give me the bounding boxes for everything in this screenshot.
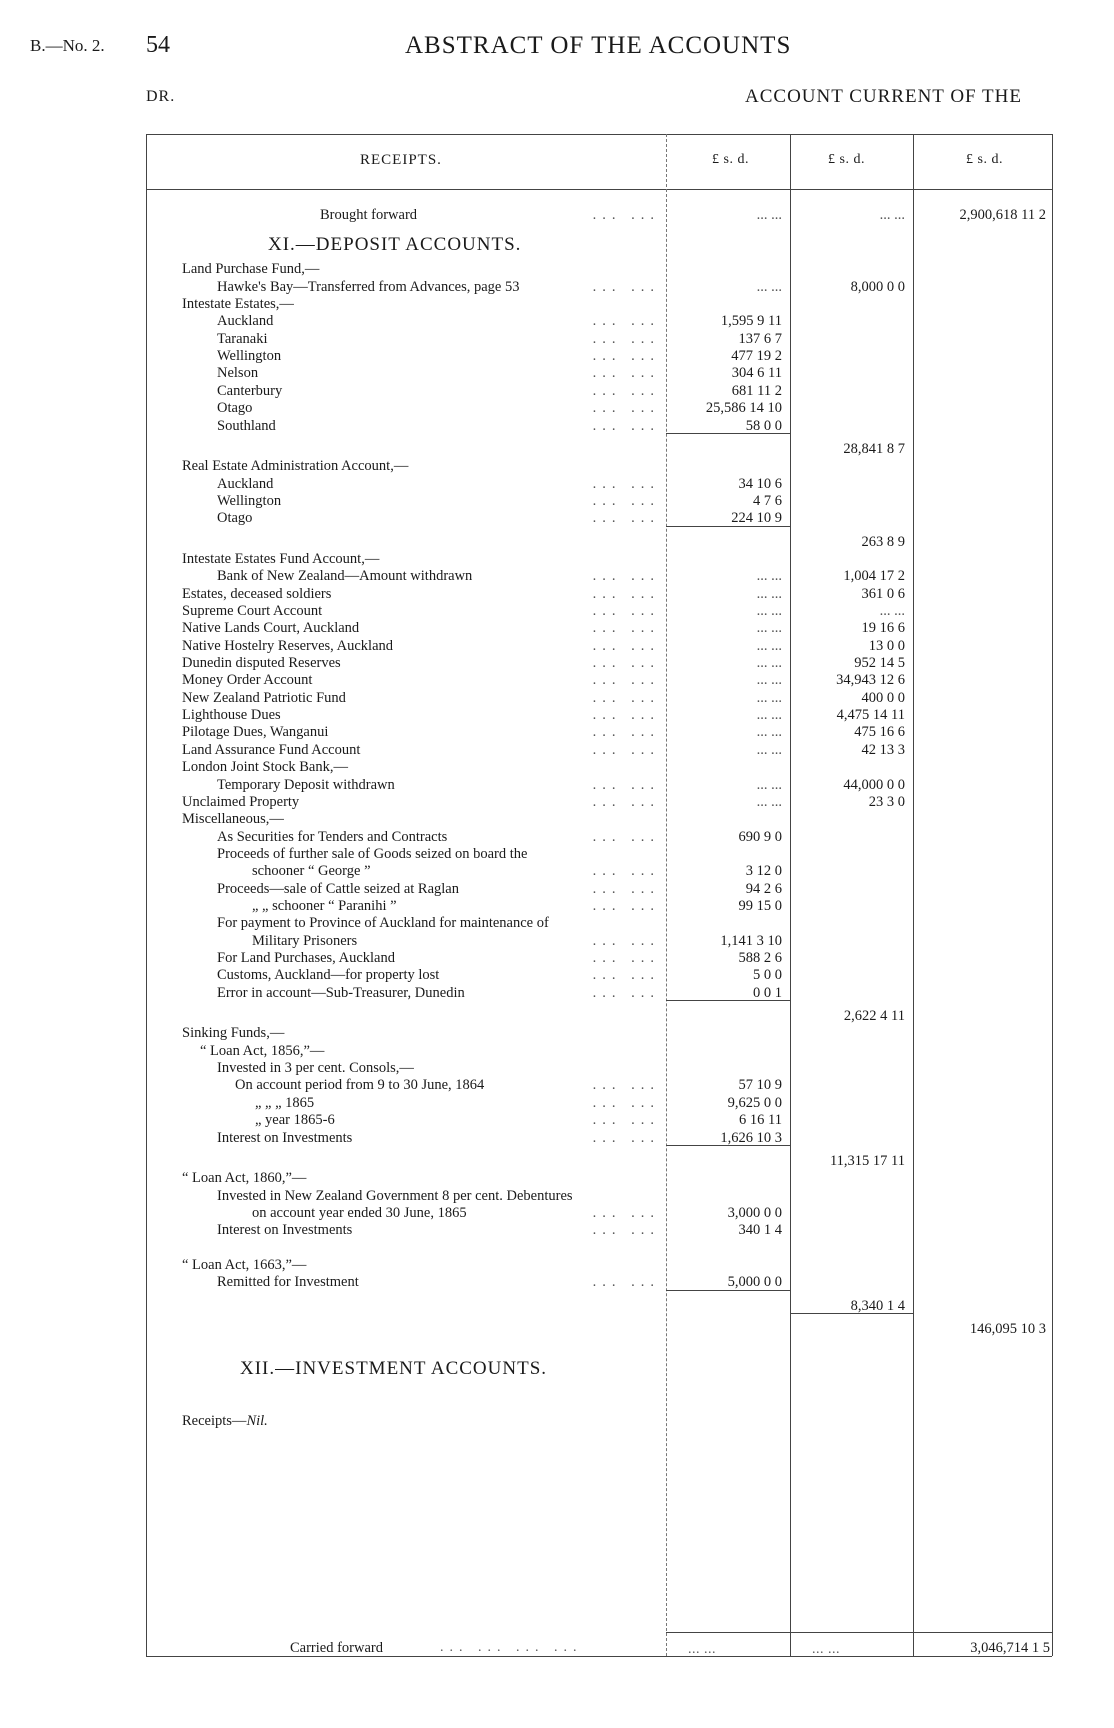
dot-leader: ... ... <box>592 1204 660 1221</box>
amount-column-1: 0 0 1 <box>753 984 782 1001</box>
document-reference: B.—No. 2. <box>30 36 105 55</box>
ledger-row <box>0 620 1114 637</box>
ledger-row <box>0 881 1114 898</box>
subtotal-rule <box>666 1290 790 1291</box>
dot-leader: ... ... <box>592 672 660 689</box>
dot-leader: ... ... <box>592 863 660 880</box>
row-label: Military Prisoners <box>252 932 358 949</box>
ledger-row <box>0 707 1114 724</box>
dot-leader: ... ... <box>592 1222 660 1239</box>
ledger-row <box>0 950 1114 967</box>
ledger-row <box>0 1153 1114 1170</box>
amount-column-3: 146,095 10 3 <box>969 1321 1046 1337</box>
table-top-rule <box>146 134 1052 135</box>
section-xii-receipts <box>182 1413 268 1430</box>
ledger-row <box>0 603 1114 620</box>
footer-top-rule <box>666 1632 1052 1633</box>
amount-column-1: 5 0 0 <box>753 967 782 984</box>
ledger-row <box>0 1077 1114 1094</box>
carried-forward-leader: ... ... ... ... <box>440 1640 583 1655</box>
row-label: For Land Purchases, Auckland <box>217 950 395 966</box>
row-label: Temporary Deposit withdrawn <box>217 776 395 793</box>
ledger-row <box>0 985 1114 1002</box>
ledger-row <box>0 1043 1114 1060</box>
row-label: Invested in New Zealand Government 8 per cent. Debentures <box>217 1187 573 1204</box>
header-bottom-rule <box>146 189 1052 190</box>
account-heading: ACCOUNT CURRENT OF THE <box>745 86 1022 107</box>
row-label: Canterbury <box>217 382 283 399</box>
amount-column-1: ... ... <box>756 207 782 223</box>
amount-column-1: 5,000 0 0 <box>727 1274 782 1291</box>
amount-column-1: 1,626 10 3 <box>720 1129 782 1146</box>
dot-leader: ... ... <box>592 568 660 585</box>
row-label: Money Order Account <box>182 672 313 689</box>
dot-leader: ... ... <box>592 348 660 365</box>
amount-column-2: 11,315 17 11 <box>829 1152 905 1169</box>
ledger-row <box>0 1188 1114 1205</box>
amount-column-1: 34 10 6 <box>738 475 782 492</box>
row-label: Native Hostelry Reserves, Auckland <box>182 637 394 654</box>
ledger-row <box>0 672 1114 689</box>
section-heading: XI.—DEPOSIT ACCOUNTS. <box>268 234 522 256</box>
amount-column-2: 8,000 0 0 <box>850 278 905 295</box>
dot-leader: ... ... <box>592 1094 660 1111</box>
amount-column-2: 400 0 0 <box>861 689 905 706</box>
dot-leader: ... ... <box>592 585 660 602</box>
ledger-row <box>0 348 1114 365</box>
debit-marker: DR. <box>146 88 176 105</box>
ledger-row <box>0 1170 1114 1187</box>
total-rule <box>790 1313 913 1314</box>
ledger-row <box>0 829 1114 846</box>
section-xii-heading: XII.—INVESTMENT ACCOUNTS. <box>240 1358 548 1379</box>
ledger-row <box>0 568 1114 585</box>
receipts-column-header: RECEIPTS. <box>360 152 442 168</box>
row-label: Wellington <box>217 348 282 365</box>
ledger-row <box>0 777 1114 794</box>
row-label: „ „ schooner “ Paranihi ” <box>252 897 397 914</box>
row-label: Error in account—Sub-Treasurer, Dunedin <box>217 984 465 1001</box>
dot-leader: ... ... <box>592 655 660 672</box>
dot-leader: ... ... <box>592 793 660 810</box>
dot-leader: ... ... <box>592 707 660 724</box>
ledger-row <box>0 1025 1114 1042</box>
dot-leader: ... ... <box>592 828 660 845</box>
row-label: Hawke's Bay—Transferred from Advances, page 53 <box>217 278 520 295</box>
dot-leader: ... ... <box>592 417 660 434</box>
amount-column-1: 99 15 0 <box>738 897 782 914</box>
carried-forward-col1: ... ... <box>688 1642 716 1657</box>
ledger-row <box>0 811 1114 828</box>
amount-column-1: ... ... <box>756 603 782 619</box>
subtotal-rule <box>666 526 790 527</box>
ledger-row <box>0 493 1114 510</box>
amount-column-2: ... ... <box>879 207 905 223</box>
row-label: Otago <box>217 400 253 417</box>
dot-leader: ... ... <box>592 365 660 382</box>
ledger-row <box>0 1130 1114 1147</box>
carried-forward-total: 3,046,714 1 5 <box>970 1640 1050 1656</box>
ledger-row <box>0 279 1114 296</box>
row-label: Native Lands Court, Auckland <box>182 620 360 637</box>
amount-column-1: 1,141 3 10 <box>720 932 782 949</box>
row-label: Supreme Court Account <box>182 603 323 619</box>
row-label: London Joint Stock Bank,— <box>182 759 348 776</box>
ledger-row <box>0 1205 1114 1222</box>
ledger-row <box>0 933 1114 950</box>
amount-column-1: 137 6 7 <box>738 330 782 347</box>
ledger-row <box>0 441 1114 458</box>
dot-leader: ... ... <box>592 620 660 637</box>
dot-leader: ... ... <box>592 984 660 1001</box>
amount-column-1: 477 19 2 <box>731 348 782 365</box>
dot-leader: ... ... <box>592 932 660 949</box>
dot-leader: ... ... <box>592 510 660 527</box>
ledger-row <box>0 690 1114 707</box>
row-label: Lighthouse Dues <box>182 707 281 724</box>
money-header-col1: £ s. d. <box>712 152 749 167</box>
ledger-row <box>0 586 1114 603</box>
row-label: Intestate Estates Fund Account,— <box>182 550 380 567</box>
receipts-nil: Nil. <box>246 1413 268 1429</box>
row-label: Customs, Auckland—for property lost <box>217 967 440 984</box>
amount-column-1: 4 7 6 <box>753 492 782 509</box>
row-label: Estates, deceased soldiers <box>182 585 332 602</box>
amount-column-1: ... ... <box>756 707 782 724</box>
amount-column-3: 2,900,618 11 2 <box>959 207 1046 223</box>
row-label: Southland <box>217 417 276 434</box>
row-label: “ Loan Act, 1663,”— <box>182 1256 307 1273</box>
ledger-row <box>0 1240 1114 1257</box>
dot-leader: ... ... <box>592 637 660 654</box>
amount-column-1: 94 2 6 <box>745 880 782 897</box>
dot-leader: ... ... <box>592 724 660 741</box>
dot-leader: ... ... <box>592 207 660 223</box>
amount-column-1: ... ... <box>756 776 782 793</box>
ledger-row <box>0 759 1114 776</box>
row-label: New Zealand Patriotic Fund <box>182 689 346 706</box>
row-label: Taranaki <box>217 330 268 347</box>
amount-column-1: ... ... <box>756 278 782 295</box>
ledger-row <box>0 383 1114 400</box>
amount-column-1: ... ... <box>756 724 782 741</box>
amount-column-2: 44,000 0 0 <box>843 776 905 793</box>
row-label: Pilotage Dues, Wanganui <box>182 724 329 741</box>
ledger-row <box>0 967 1114 984</box>
row-label: „ year 1865-6 <box>255 1112 335 1129</box>
money-header-col3: £ s. d. <box>966 152 1003 167</box>
ledger-row <box>0 1298 1114 1315</box>
row-label: Land Assurance Fund Account <box>182 741 361 758</box>
row-label: schooner “ George ” <box>252 863 371 880</box>
amount-column-1: 340 1 4 <box>738 1222 782 1239</box>
dot-leader: ... ... <box>592 278 660 295</box>
dot-leader: ... ... <box>592 313 660 330</box>
dot-leader: ... ... <box>592 492 660 509</box>
row-label: On account period from 9 to 30 June, 1864 <box>235 1077 485 1094</box>
dot-leader: ... ... <box>592 897 660 914</box>
page-number: 54 <box>146 32 170 58</box>
dot-leader: ... ... <box>592 1129 660 1146</box>
amount-column-1: 304 6 11 <box>731 365 782 382</box>
amount-column-1: 25,586 14 10 <box>705 400 782 417</box>
row-label: “ Loan Act, 1856,”— <box>200 1042 325 1059</box>
amount-column-1: 3,000 0 0 <box>727 1204 782 1221</box>
amount-column-1: ... ... <box>756 568 782 585</box>
ledger-row <box>0 261 1114 278</box>
ledger-row <box>0 794 1114 811</box>
row-label: Invested in 3 per cent. Consols,— <box>217 1060 414 1077</box>
row-label: “ Loan Act, 1860,”— <box>182 1170 307 1187</box>
row-label: Interest on Investments <box>217 1222 353 1239</box>
dot-leader: ... ... <box>592 382 660 399</box>
amount-column-2: 2,622 4 11 <box>843 1008 905 1025</box>
row-label: Proceeds of further sale of Goods seized on board the <box>217 845 528 862</box>
ledger-row <box>0 331 1114 348</box>
ledger-row <box>0 551 1114 568</box>
row-label: Land Purchase Fund,— <box>182 261 320 278</box>
amount-column-1: 681 11 2 <box>731 382 782 399</box>
dot-leader: ... ... <box>592 689 660 706</box>
amount-column-1: 9,625 0 0 <box>727 1094 782 1111</box>
amount-column-1: ... ... <box>756 637 782 654</box>
dot-leader: ... ... <box>592 741 660 758</box>
amount-column-1: ... ... <box>756 672 782 689</box>
page-title: ABSTRACT OF THE ACCOUNTS <box>405 32 792 59</box>
ledger-row <box>0 846 1114 863</box>
row-label: Unclaimed Property <box>182 793 300 810</box>
amount-column-1: ... ... <box>756 620 782 637</box>
ledger-row <box>0 400 1114 417</box>
ledger-row <box>0 1321 1114 1338</box>
amount-column-1: 224 10 9 <box>731 510 782 527</box>
ledger-row <box>0 724 1114 741</box>
amount-column-1: 58 0 0 <box>745 417 782 434</box>
row-label: Auckland <box>217 475 274 492</box>
row-label: Nelson <box>217 365 259 382</box>
amount-column-1: ... ... <box>756 793 782 810</box>
ledger-row <box>0 534 1114 551</box>
row-label: Auckland <box>217 313 274 330</box>
table-bottom-rule <box>146 1656 1052 1657</box>
ledger-row <box>0 915 1114 932</box>
dot-leader: ... ... <box>592 776 660 793</box>
row-label: Real Estate Administration Account,— <box>182 458 409 475</box>
ledger-row <box>0 313 1114 330</box>
amount-column-2: 475 16 6 <box>854 724 905 741</box>
ledger-row <box>0 742 1114 759</box>
dot-leader: ... ... <box>592 1112 660 1129</box>
row-label: Proceeds—sale of Cattle seized at Raglan <box>217 880 459 897</box>
ledger-row <box>0 863 1114 880</box>
row-label: Wellington <box>217 492 282 509</box>
amount-column-1: 3 12 0 <box>745 863 782 880</box>
carried-forward-label: Carried forward <box>290 1640 383 1656</box>
ledger-row <box>0 296 1114 313</box>
dot-leader: ... ... <box>592 475 660 492</box>
amount-column-2: 19 16 6 <box>861 620 905 637</box>
amount-column-1: ... ... <box>756 585 782 602</box>
amount-column-1: 588 2 6 <box>738 950 782 966</box>
ledger-row <box>0 655 1114 672</box>
amount-column-1: 6 16 11 <box>739 1112 782 1129</box>
ledger-row <box>0 1257 1114 1274</box>
amount-column-2: 34,943 12 6 <box>836 672 905 689</box>
amount-column-1: ... ... <box>756 689 782 706</box>
ledger-row <box>0 476 1114 493</box>
amount-column-2: 13 0 0 <box>868 637 905 654</box>
row-label: Bank of New Zealand—Amount withdrawn <box>217 568 473 585</box>
amount-column-1: 57 10 9 <box>738 1077 782 1094</box>
amount-column-1: 1,595 9 11 <box>720 313 782 330</box>
amount-column-2: 8,340 1 4 <box>850 1297 905 1314</box>
ledger-row <box>0 1112 1114 1129</box>
receipts-label: Receipts— <box>182 1413 247 1429</box>
row-label: For payment to Province of Auckland for maintenance of <box>217 915 549 932</box>
row-label: Interest on Investments <box>217 1129 353 1146</box>
ledger-row <box>0 898 1114 915</box>
ledger-row <box>0 1008 1114 1025</box>
carried-forward-col2: ... ... <box>812 1642 840 1657</box>
ledger-row <box>0 1274 1114 1291</box>
ledger-row <box>0 510 1114 527</box>
ledger-row <box>0 365 1114 382</box>
row-label: Intestate Estates,— <box>182 296 294 313</box>
row-label: As Securities for Tenders and Contracts <box>217 828 448 845</box>
dot-leader: ... ... <box>592 967 660 984</box>
amount-column-2: 42 13 3 <box>861 741 905 758</box>
subtotal-rule <box>666 1145 790 1146</box>
row-label: Sinking Funds,— <box>182 1025 285 1042</box>
row-label: on account year ended 30 June, 1865 <box>252 1204 467 1221</box>
amount-column-2: 952 14 5 <box>854 655 905 672</box>
money-header-col2: £ s. d. <box>828 152 865 167</box>
dot-leader: ... ... <box>592 400 660 417</box>
row-label: „ „ „ 1865 <box>255 1094 315 1111</box>
ledger-row <box>0 458 1114 475</box>
row-label: Brought forward <box>320 207 418 223</box>
row-label: Miscellaneous,— <box>182 811 284 828</box>
dot-leader: ... ... <box>592 1077 660 1094</box>
amount-column-2: ... ... <box>879 603 905 619</box>
row-label: Otago <box>217 510 253 527</box>
dot-leader: ... ... <box>592 330 660 347</box>
subtotal-rule <box>666 433 790 434</box>
amount-column-2: 361 0 6 <box>861 585 905 602</box>
amount-column-2: 4,475 14 11 <box>836 707 905 724</box>
ledger-row <box>0 418 1114 435</box>
amount-column-1: ... ... <box>756 655 782 672</box>
dot-leader: ... ... <box>592 1274 660 1291</box>
dot-leader: ... ... <box>592 950 660 966</box>
amount-column-2: 263 8 9 <box>861 533 905 550</box>
amount-column-2: 23 3 0 <box>868 793 905 810</box>
subtotal-rule <box>666 1000 790 1001</box>
ledger-row <box>0 1095 1114 1112</box>
ledger-row <box>0 1222 1114 1239</box>
amount-column-2: 1,004 17 2 <box>843 568 905 585</box>
amount-column-1: ... ... <box>756 741 782 758</box>
ledger-row <box>0 638 1114 655</box>
dot-leader: ... ... <box>592 880 660 897</box>
row-label: Remitted for Investment <box>217 1274 359 1291</box>
dot-leader: ... ... <box>592 603 660 619</box>
ledger-row <box>0 207 1114 224</box>
row-label: Dunedin disputed Reserves <box>182 655 341 672</box>
amount-column-2: 28,841 8 7 <box>843 440 905 457</box>
ledger-row <box>0 1060 1114 1077</box>
amount-column-1: 690 9 0 <box>738 828 782 845</box>
